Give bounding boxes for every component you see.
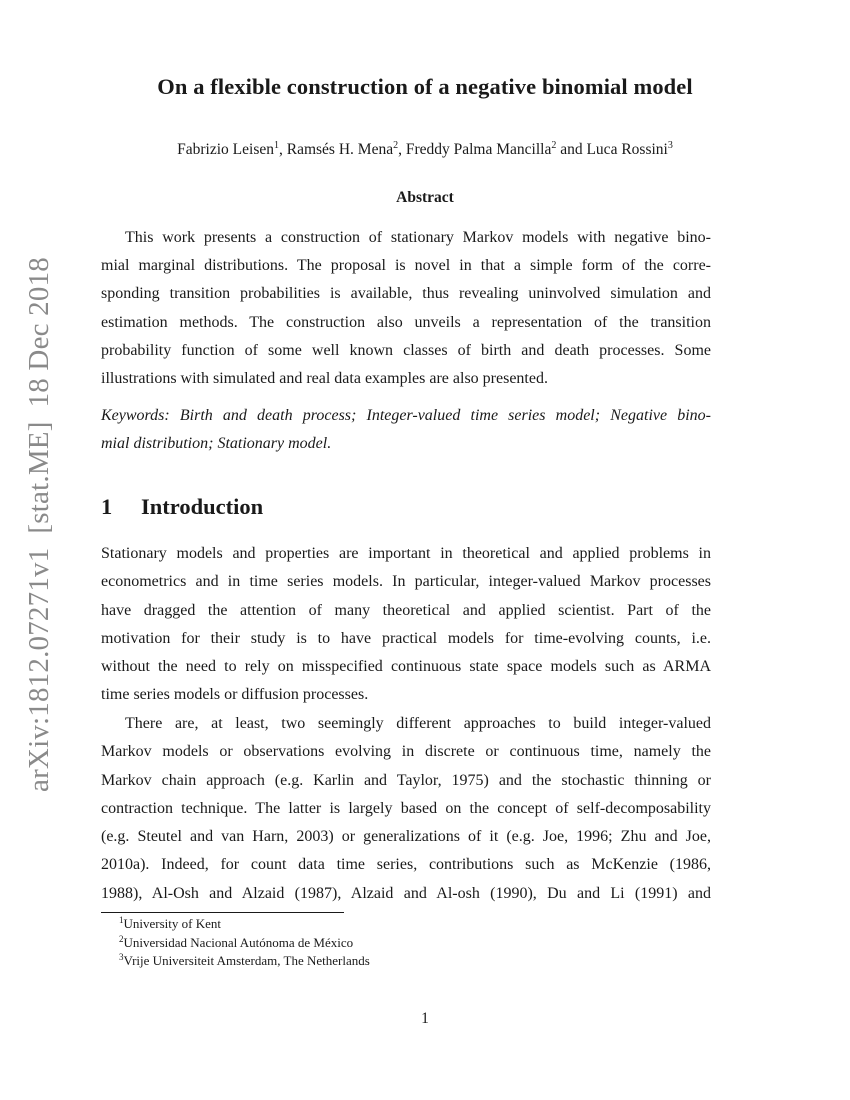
footnote: $^1$University of Kent (119, 915, 221, 931)
abstract-heading: Abstract (396, 189, 454, 206)
body-line: contraction technique. The latter is largely based on the concept of self-decomposability (101, 799, 711, 817)
author-affiliation-mark: 2 (551, 140, 557, 151)
body-line: 2010a). Indeed, for count data time series, contributions such as McKenzie (1986, (101, 856, 711, 874)
abstract-body (101, 224, 711, 393)
paper-title: On a flexible construction of a negative binomial model (157, 74, 693, 99)
keywords-line: Keywords: Birth and death process; Integer-valued time series model; Negative bino- (101, 407, 711, 424)
intro-paragraph-2 (101, 710, 711, 908)
author-name: Fabrizio Leisen (177, 141, 274, 158)
arxiv-date: 18 Dec 2018 (23, 257, 55, 408)
body-line: Markov models or observations evolving in discrete or continuous time, namely the (101, 743, 711, 761)
page-number: 1 (421, 1010, 429, 1027)
author-affiliation-mark: 2 (393, 140, 399, 151)
section-heading (101, 494, 263, 520)
footnote: $^3$Vrije Universiteit Amsterdam, The Netherlands (119, 952, 370, 968)
author-affiliation-mark: 3 (667, 140, 673, 151)
abstract-line: estimation methods. The construction also unveils a representation of the transition (101, 313, 711, 331)
abstract-line: mial marginal distributions. The proposal is novel in that a simple form of the corre- (101, 257, 711, 275)
keywords-line: mial distribution; Stationary model. (101, 435, 332, 453)
body-line: (e.g. Steutel and van Harn, 2003) or generalizations of it (e.g. Joe, 1996; Zhu and Joe, (101, 828, 711, 846)
footnote-divider (101, 912, 344, 913)
author-name: Freddy Palma Mancilla (405, 141, 552, 158)
body-line: Markov chain approach (e.g. Karlin and Taylor, 1975) and the stochastic thinning or (101, 771, 711, 789)
abstract-line: This work presents a construction of stationary Markov models with negative bino- (125, 229, 711, 246)
arxiv-sidebar-stamp (17, 257, 61, 792)
body-line: without the need to rely on misspecified continuous state space models such as ARMA (101, 658, 711, 676)
footnotes (119, 915, 370, 971)
body-line: time series models or diffusion processes. (101, 686, 369, 704)
author-affiliation-mark: 1 (274, 140, 279, 151)
author-name: Luca Rossini (586, 141, 668, 158)
footnote: $^2$Universidad Nacional Autónoma de México (119, 933, 354, 950)
arxiv-category: [stat.ME] (23, 421, 55, 534)
intro-paragraph-1 (101, 540, 711, 710)
section-number: 1 (101, 494, 113, 519)
author-list: Fabrizio Leisen$^1$, Ramsés H. Mena$^2$, Freddy Palma Mancilla$^2$ and Luca Rossini$^3$ (177, 140, 673, 158)
body-line: Stationary models and properties are important in theoretical and applied problems in (101, 545, 711, 562)
body-line: 1988), Al-Osh and Alzaid (1987), Alzaid and Al-osh (1990), Du and Li (1991) and (101, 884, 711, 902)
abstract-line: probability function of some well known classes of birth and death processes. Some (101, 341, 711, 359)
abstract-line: illustrations with simulated and real data examples are also presented. (101, 369, 548, 387)
body-line: econometrics and in time series models. In particular, integer-valued Markov processes (101, 573, 711, 591)
body-line: motivation for their study is to have practical models for time-evolving counts, i.e. (101, 629, 711, 647)
body-line: have dragged the attention of many theoretical and applied scientist. Part of the (101, 601, 711, 619)
abstract-line: sponding transition probabilities is available, thus revealing uninvolved simulation and (101, 285, 711, 303)
author-name: Ramsés H. Mena (286, 141, 394, 158)
section-title: Introduction (141, 494, 264, 519)
body-line: There are, at least, two seemingly different approaches to build integer-valued (125, 715, 711, 732)
keywords (101, 402, 711, 458)
arxiv-id: arXiv:1812.07271v1 (23, 547, 55, 792)
